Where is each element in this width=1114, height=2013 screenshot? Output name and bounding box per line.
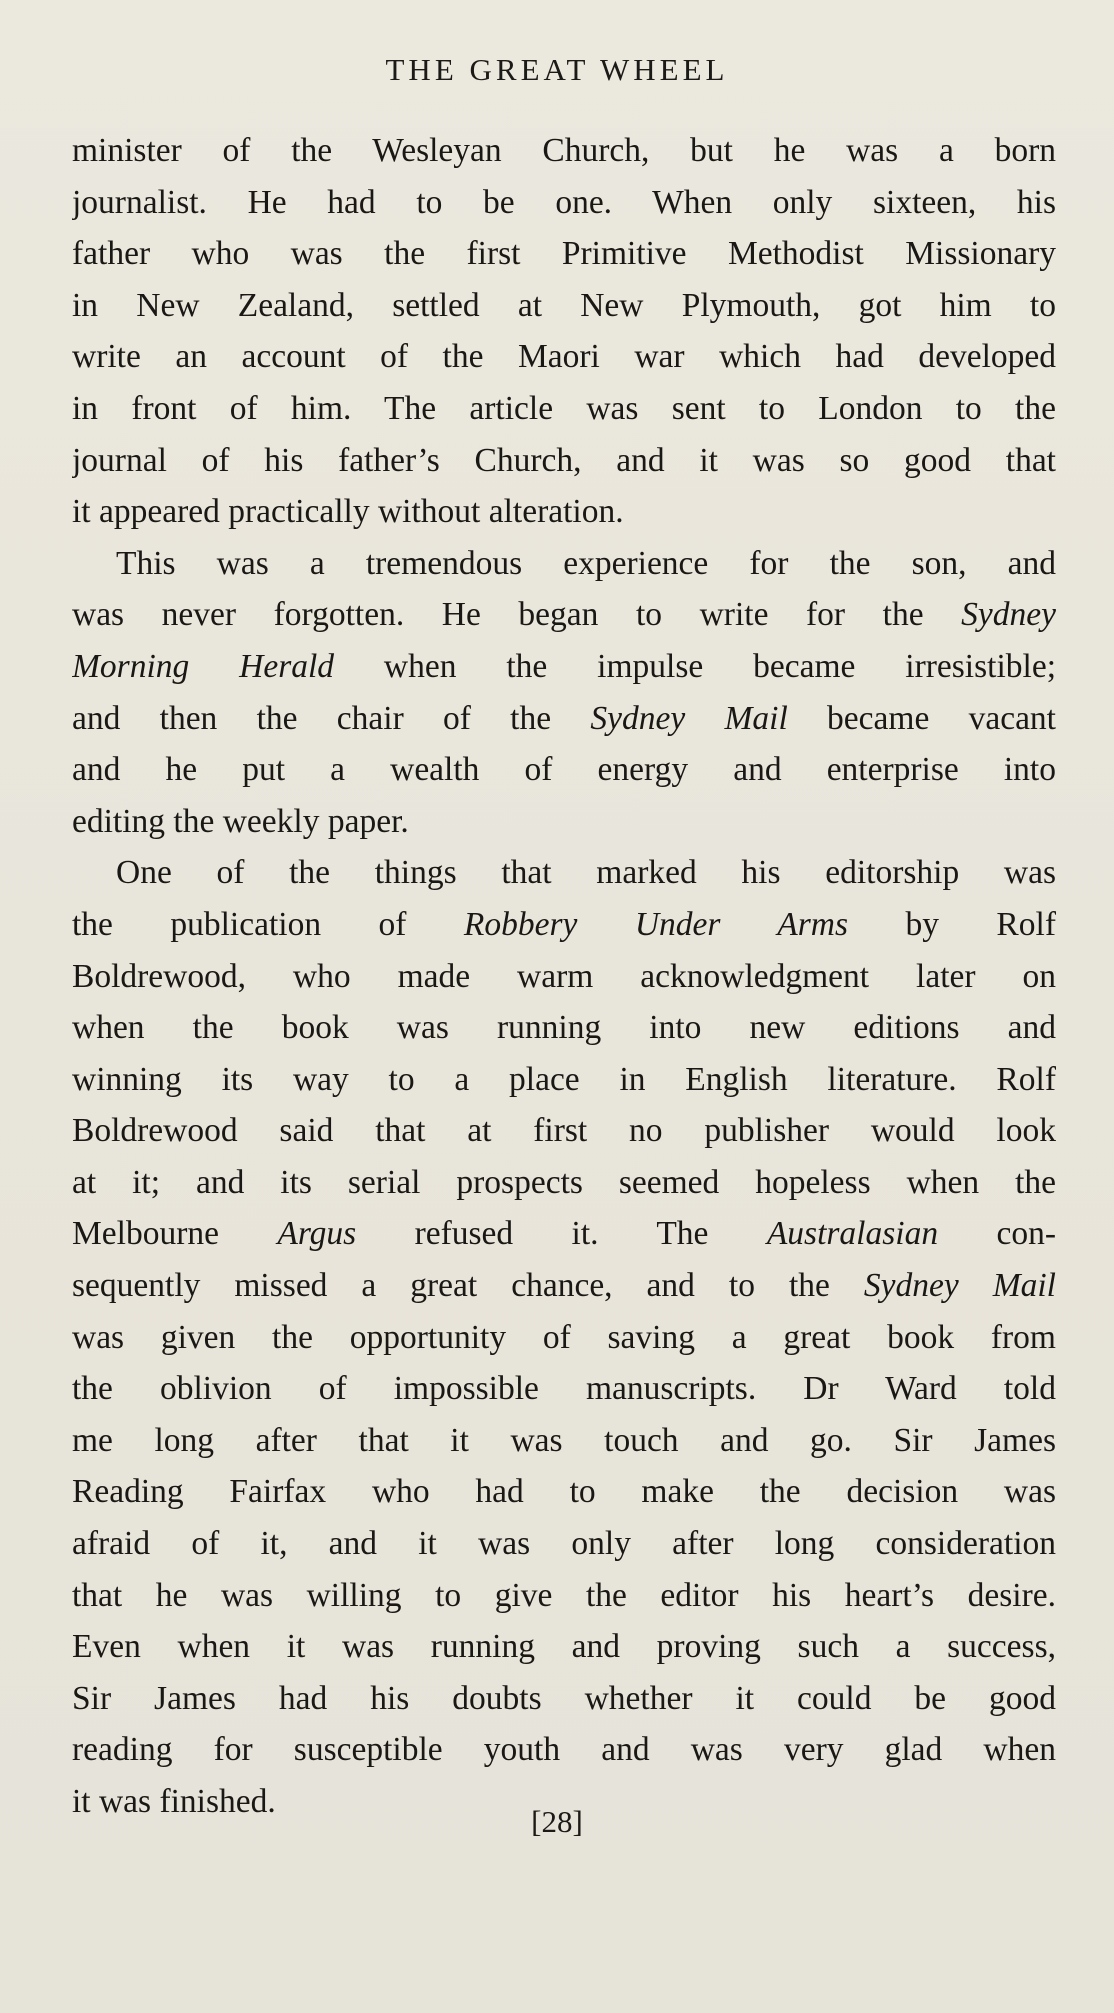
text-run: Boldrewood said that at first no publisher would look: [72, 1112, 1056, 1150]
text-line: [72, 693, 1056, 745]
text-line: [72, 1363, 1056, 1415]
italic-title: Sydney: [961, 596, 1056, 634]
text-line: [72, 1002, 1056, 1054]
text-line: [72, 125, 1056, 177]
text-run: Melbourne: [72, 1215, 278, 1253]
text-run: father who was the first Primitive Methodist Missionary: [72, 235, 1056, 273]
text-run: me long after that it was touch and go. Sir James: [72, 1421, 1056, 1459]
text-line: [72, 1724, 1056, 1776]
text-run: Boldrewood, who made warm acknowledgment later on: [72, 957, 1056, 995]
text-run: was never forgotten. He began to write for the: [72, 596, 962, 634]
text-run: became vacant: [787, 699, 1056, 737]
text-run: and he put a wealth of energy and enterprise into: [72, 751, 1056, 789]
text-line: [72, 538, 1056, 590]
text-line: [72, 589, 1056, 641]
text-line: [72, 847, 1056, 899]
text-run: afraid of it, and it was only after long consideration: [72, 1525, 1056, 1563]
text-run: minister of the Wesleyan Church, but he was a born: [72, 132, 1056, 169]
text-line: [72, 796, 1056, 848]
text-line: [72, 1105, 1056, 1157]
text-line: [72, 1312, 1056, 1364]
text-run: that he was willing to give the editor his heart’s desire.: [72, 1576, 1056, 1614]
text-line: [72, 641, 1056, 693]
text-line: [72, 1415, 1056, 1467]
text-run: by Rolf: [848, 905, 1056, 943]
text-run: at it; and its serial prospects seemed hopeless when the: [72, 1163, 1056, 1201]
text-line: [72, 486, 1056, 538]
italic-title: Australasian: [766, 1215, 939, 1253]
running-head: THE GREAT WHEEL: [385, 52, 729, 87]
text-run: it appeared practically without alteration.: [72, 493, 624, 531]
text-line: [72, 951, 1056, 1003]
text-run: write an account of the Maori war which had developed: [72, 338, 1056, 376]
text-run: con-: [938, 1215, 1056, 1253]
page-number: [28]: [531, 1804, 583, 1839]
italic-title: Sydney Mail: [590, 699, 788, 737]
text-run: Sir James had his doubts whether it could be good: [72, 1679, 1056, 1717]
text-line: [72, 177, 1056, 229]
body-text: [72, 125, 1056, 1828]
text-run: reading for susceptible youth and was very glad when: [72, 1731, 1056, 1769]
text-run: sequently missed a great chance, and to the: [72, 1267, 864, 1305]
text-line: [72, 1208, 1056, 1260]
text-run: winning its way to a place in English literature. Rolf: [72, 1060, 1056, 1098]
text-line: [72, 435, 1056, 487]
text-line: [72, 1054, 1056, 1106]
text-line: [72, 383, 1056, 435]
text-run: and then the chair of the: [72, 699, 591, 737]
text-run: when the book was running into new editions and: [72, 1009, 1056, 1047]
text-line: [72, 1621, 1056, 1673]
text-run: in front of him. The article was sent to London to the: [72, 389, 1056, 427]
text-run: This was a tremendous experience for the son, and: [116, 544, 1056, 582]
text-run: in New Zealand, settled at New Plymouth, got him to: [72, 286, 1056, 324]
text-run: journalist. He had to be one. When only sixteen, his: [72, 183, 1056, 221]
text-run: journal of his father’s Church, and it was so good that: [72, 441, 1056, 479]
italic-title: Robbery Under Arms: [463, 905, 849, 943]
text-line: [72, 228, 1056, 280]
text-line: [72, 331, 1056, 383]
paragraph: [72, 538, 1056, 848]
text-run: refused it. The: [356, 1215, 767, 1253]
text-run: when the impulse became irresistible;: [334, 647, 1056, 685]
text-run: Even when it was running and proving such a success,: [72, 1628, 1056, 1666]
text-line: [72, 1466, 1056, 1518]
italic-title: Argus: [277, 1215, 357, 1253]
paragraph: [72, 125, 1056, 538]
text-line: [72, 1518, 1056, 1570]
text-run: the publication of: [72, 905, 464, 943]
paragraph: [72, 847, 1056, 1827]
text-line: [72, 1673, 1056, 1725]
text-run: the oblivion of impossible manuscripts. Dr Ward told: [72, 1370, 1056, 1408]
text-line: [72, 899, 1056, 951]
text-line: [72, 1570, 1056, 1622]
text-run: Reading Fairfax who had to make the decision was: [72, 1473, 1056, 1511]
text-run: it was finished.: [72, 1783, 276, 1820]
text-run: editing the weekly paper.: [72, 802, 409, 840]
text-run: One of the things that marked his editorship was: [116, 854, 1056, 892]
text-line: [72, 1260, 1056, 1312]
italic-title: Morning Herald: [72, 647, 335, 685]
italic-title: Sydney Mail: [863, 1267, 1056, 1305]
text-line: [72, 280, 1056, 332]
text-line: [72, 744, 1056, 796]
text-run: was given the opportunity of saving a great book from: [72, 1318, 1056, 1356]
text-line: [72, 1157, 1056, 1209]
